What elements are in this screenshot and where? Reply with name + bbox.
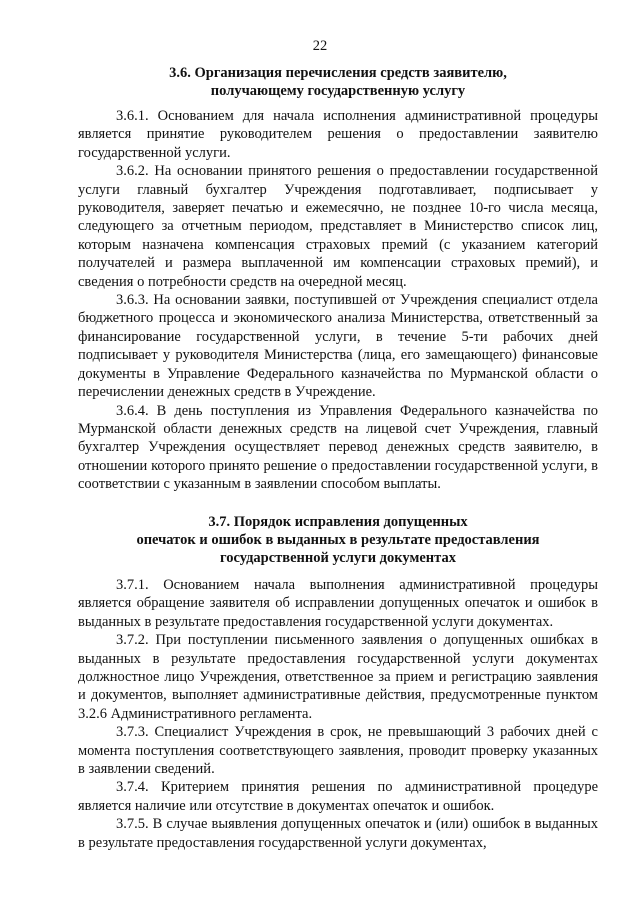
paragraph-3-7-1: 3.7.1. Основанием начала выполнения административной процедуры является обращение заявителя об исправлении допущенных опечаток и ошибок в выданных в результате предоставления государственной услуги документах. [78,577,598,630]
section-3-7-body [78,576,598,852]
section-3-6-title [78,64,598,100]
paragraph-3-7-4: 3.7.4. Критерием принятия решения по административной процедуре является наличие или отсутствие в документах опечаток и ошибок. [78,779,598,814]
paragraph-3-6-1: 3.6.1. Основанием для начала исполнения административной процедуры является принятие руководителем решения о предоставлении заявителю государственной услуги. [78,108,598,161]
section-3-7-title-line-2: опечаток и ошибок в выданных в результате предоставления [136,532,540,548]
page-number: 22 [312,38,328,54]
paragraph-3-6-4: 3.6.4. В день поступления из Управления Федерального казначейства по Мурманской области денежных средств на лицевой счет Учреждения, главный бухгалтер Учреждения осуществляет перевод денежных средств заявителю, в отношении которого принято решение о предоставлении государственной услуги, в соответствии с указанным в заявлении способом выплаты. [78,402,598,493]
section-3-7-title [78,513,598,567]
section-3-6-title-line-1: 3.6. Организация перечисления средств заявителю, [169,65,507,81]
paragraph-3-7-3: 3.7.3. Специалист Учреждения в срок, не превышающий 3 рабочих дней с момента поступления соответствующего заявления, проводит проверку указанных в заявлении сведений. [78,724,598,778]
section-3-6-title-line-2: получающему государственную услугу [210,83,466,99]
paragraph-3-6-3: 3.6.3. На основании заявки, поступившей от Учреждения специалист отдела бюджетного процесса и экономического анализа Министерства, ответственный за финансирование государственной услуги, в течение 5-ти рабочих дней подписывает у руководителя Министерства (лица, его замещающего) финансовые документы в Управление Федерального казначейства по Мурманской области о перечислении денежных средств в Учреждение. [78,292,598,401]
paragraph-3-7-5: 3.7.5. В случае выявления допущенных опечаток и (или) ошибок в выданных в результате предоставления государственной услуги документах, [78,816,598,851]
paragraph-3-6-2: 3.6.2. На основании принятого решения о предоставлении государственной услуги главный бухгалтер Учреждения подготавливает, подписывает у руководителя, заверяет печатью и ежемесячно, не позднее 10-го числа месяца, следующего за отчетным периодом, представляет в Министерство список лиц, которым назначена компенсация страховых премий (с указанием категорий получателей и размера выплаченной им компенсации страховых премий), и сведения о потребности средств на очередной месяц. [78,163,598,290]
section-3-7-title-line-1: 3.7. Порядок исправления допущенных [208,514,468,530]
paragraph-3-7-2: 3.7.2. При поступлении письменного заявления о допущенных ошибках в выданных в результате предоставления государственной услуги документах должностное лицо Учреждения, ответственное за прием и регистрацию заявления и документов, выполняет административные действия, предусмотренные пунктом 3.2.6 Административного регламента. [78,632,598,722]
section-3-7-title-line-3: государственной услуги документах [220,550,456,566]
section-3-6-body [78,107,598,494]
